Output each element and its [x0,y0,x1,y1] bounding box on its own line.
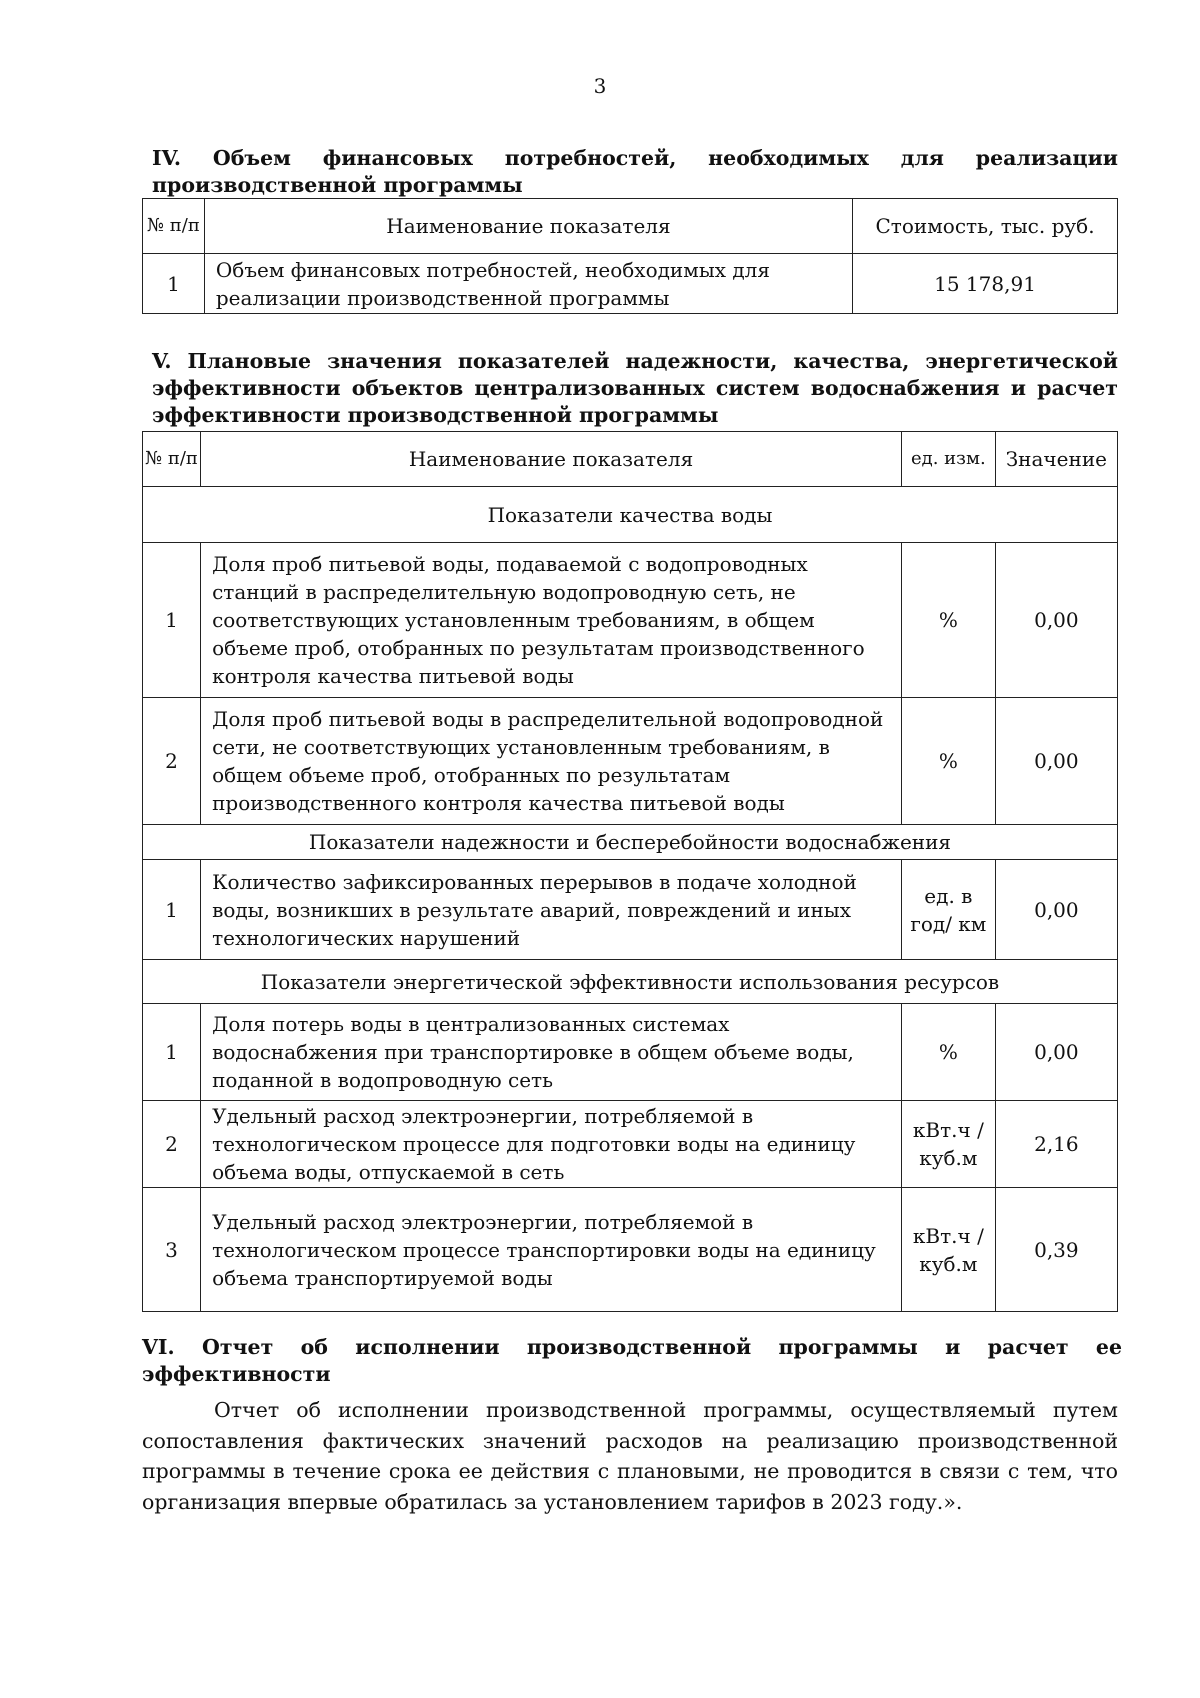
table-row [143,1188,1118,1312]
header-value: Значение [995,432,1117,487]
header-cost: Стоимость, тыс. руб. [853,199,1118,254]
row-num: 2 [143,698,201,825]
row-num: 1 [143,860,201,960]
row-name: Количество зафиксированных перерывов в подаче холодной воды, возникших в результате аварий, повреждений и иных технологических нарушений [201,860,902,960]
row-name: Объем финансовых потребностей, необходимых для реализации производственной программы [204,254,852,314]
group-title: Показатели качества воды [143,487,1118,543]
row-unit: % [902,1004,996,1101]
section-5-title: V. Плановые значения показателей надежности, качества, энергетической эффективности объектов централизованных систем водоснабжения и расчет эффективности производственной программы [152,349,1118,427]
page-number: 3 [593,74,607,98]
row-num: 2 [143,1101,201,1188]
header-name: Наименование показателя [204,199,852,254]
row-value: 15 178,91 [853,254,1118,314]
header-unit: ед. изм. [902,432,996,487]
group-row-water-quality [143,487,1118,543]
table-header-row [143,199,1118,254]
table-row [143,698,1118,825]
header-num: № п/п [143,432,201,487]
section-4-title: IV. Объем финансовых потребностей, необходимых для реализации производственной программы [152,146,1118,197]
row-value: 0,00 [995,1004,1117,1101]
row-value: 0,00 [995,543,1117,698]
group-title: Показатели энергетической эффективности использования ресурсов [143,960,1118,1004]
row-name: Доля потерь воды в централизованных системах водоснабжения при транспортировке в общем объеме воды, поданной в водопроводную сеть [201,1004,902,1101]
row-name: Доля проб питьевой воды, подаваемой с водопроводных станций в распределительную водопроводную сеть, не соответствующих установленным требованиям, в общем объеме проб, отобранных по результатам производственного контроля качества питьевой воды [201,543,902,698]
row-value: 2,16 [995,1101,1117,1188]
row-value: 0,39 [995,1188,1117,1312]
row-num: 1 [143,254,205,314]
header-num: № п/п [143,199,205,254]
table-row [143,254,1118,314]
report-paragraph: Отчет об исполнении производственной программы, осуществляемый путем сопоставления фактических значений расходов на реализацию производственной программы в течение срока ее действия с плановыми, не проводится в связи с тем, что организация впервые обратилась за установлением тарифов в 2023 году.». [142,1398,1118,1514]
row-name: Доля проб питьевой воды в распределительной водопроводной сети, не соответствующих установленным требованиям, в общем объеме проб, отобранных по результатам производственного контроля качества питьевой воды [201,698,902,825]
row-unit: кВт.ч / куб.м [902,1101,996,1188]
section-6-title: VI. Отчет об исполнении производственной программы и расчет ее эффективности [142,1335,1122,1386]
row-value: 0,00 [995,860,1117,960]
group-title: Показатели надежности и бесперебойности водоснабжения [143,825,1118,860]
table-row [143,1004,1118,1101]
table-row [143,1101,1118,1188]
group-row-energy-efficiency [143,960,1118,1004]
row-num: 1 [143,543,201,698]
table-row [143,543,1118,698]
group-row-reliability [143,825,1118,860]
row-name: Удельный расход электроэнергии, потребляемой в технологическом процессе транспортировки воды на единицу объема транспортируемой воды [201,1188,902,1312]
financial-needs-table [142,198,1118,314]
table-row [143,860,1118,960]
row-name: Удельный расход электроэнергии, потребляемой в технологическом процессе для подготовки воды на единицу объема воды, отпускаемой в сеть [201,1101,902,1188]
table-header-row [143,432,1118,487]
row-unit: ед. в год/ км [902,860,996,960]
row-unit: % [902,698,996,825]
row-num: 1 [143,1004,201,1101]
row-unit: кВт.ч / куб.м [902,1188,996,1312]
header-name: Наименование показателя [201,432,902,487]
row-num: 3 [143,1188,201,1312]
row-value: 0,00 [995,698,1117,825]
row-unit: % [902,543,996,698]
indicators-table [142,431,1118,1312]
